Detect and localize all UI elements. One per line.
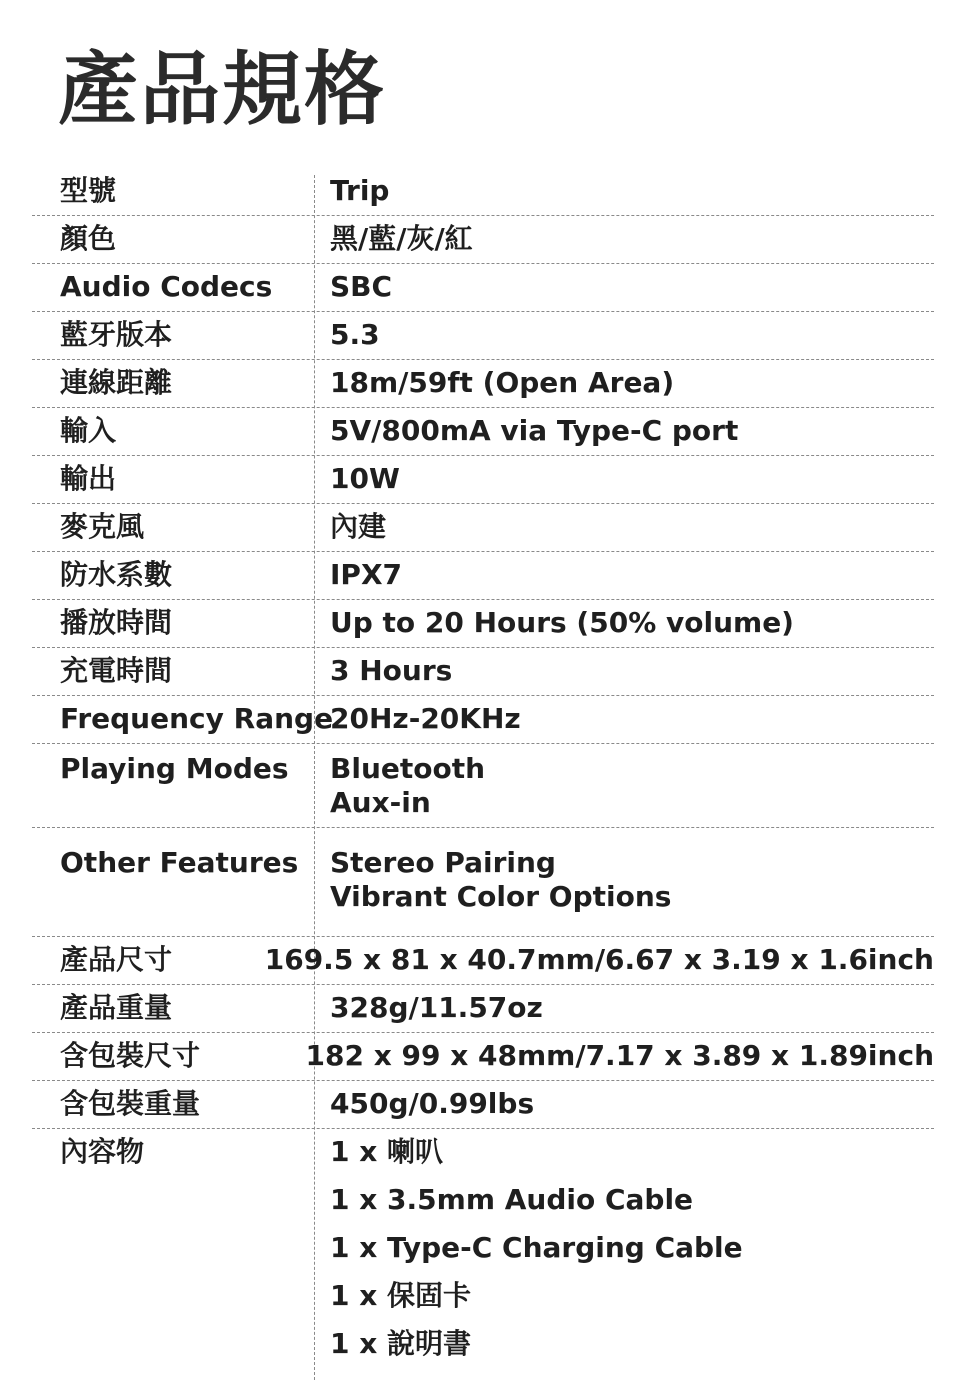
spec-row-microphone	[32, 504, 934, 552]
spec-label: 防水系數	[60, 558, 173, 591]
spec-label: 輸出	[60, 462, 117, 495]
spec-value: 20Hz-20KHz	[330, 702, 521, 735]
spec-value	[314, 744, 934, 827]
spec-value-line: Vibrant Color Options	[330, 880, 672, 913]
spec-row-frequency-range	[32, 696, 934, 744]
spec-row-input	[32, 408, 934, 456]
spec-label: Audio Codecs	[60, 270, 273, 303]
spec-value: Up to 20 Hours (50% volume)	[330, 606, 794, 639]
spec-row-charge-time	[32, 648, 934, 696]
spec-value: 3 Hours	[330, 654, 453, 687]
spec-label: 內容物	[60, 1135, 145, 1168]
spec-row-contents	[32, 1129, 934, 1379]
spec-value-line: 1 x 說明書	[330, 1327, 472, 1360]
page-title: 產品規格	[58, 43, 386, 136]
spec-label: 顏色	[60, 222, 117, 255]
spec-label: 產品重量	[60, 991, 173, 1024]
spec-label: Frequency Range	[60, 702, 334, 735]
spec-row-other-features	[32, 828, 934, 937]
spec-value: 169.5 x 81 x 40.7mm/6.67 x 3.19 x 1.6inch	[264, 943, 934, 976]
spec-value: 5V/800mA via Type-C port	[330, 414, 739, 447]
spec-row-waterproof	[32, 552, 934, 600]
spec-row-output	[32, 456, 934, 504]
spec-row-bluetooth-version	[32, 312, 934, 360]
spec-row-package-weight	[32, 1081, 934, 1129]
spec-value: 5.3	[330, 318, 380, 351]
spec-label: Playing Modes	[60, 752, 289, 785]
spec-label: 麥克風	[60, 510, 145, 543]
spec-label: 型號	[60, 174, 117, 207]
spec-label: 含包裝尺寸	[60, 1039, 201, 1072]
spec-row-audio-codecs	[32, 264, 934, 312]
spec-label: 藍牙版本	[60, 318, 173, 351]
spec-value: Trip	[330, 174, 390, 207]
spec-row-model	[32, 168, 934, 216]
spec-value: 18m/59ft (Open Area)	[330, 366, 675, 399]
spec-value-line: 1 x 喇叭	[330, 1135, 444, 1168]
spec-value-line: Stereo Pairing	[330, 846, 556, 879]
spec-value: 328g/11.57oz	[330, 991, 543, 1024]
spec-value	[314, 1129, 934, 1379]
spec-value-line: 1 x 3.5mm Audio Cable	[330, 1183, 694, 1216]
spec-label: 播放時間	[60, 606, 173, 639]
spec-label: 含包裝重量	[60, 1087, 201, 1120]
spec-row-range	[32, 360, 934, 408]
spec-row-playing-modes	[32, 744, 934, 828]
spec-value: 內建	[330, 510, 387, 543]
spec-value: 黑/藍/灰/紅	[330, 222, 473, 255]
spec-value-line: Bluetooth	[330, 752, 486, 785]
spec-label: 產品尺寸	[60, 943, 173, 976]
spec-value-line: 1 x Type-C Charging Cable	[330, 1231, 743, 1264]
spec-row-product-size	[32, 937, 934, 985]
spec-value-line: 1 x 保固卡	[330, 1279, 472, 1312]
spec-row-playtime	[32, 600, 934, 648]
spec-value: 450g/0.99lbs	[330, 1087, 535, 1120]
spec-table	[32, 168, 934, 1379]
spec-value-line: Aux-in	[330, 786, 431, 819]
spec-value: SBC	[330, 270, 393, 303]
spec-row-color	[32, 216, 934, 264]
spec-row-package-size	[32, 1033, 934, 1081]
spec-value: 10W	[330, 462, 400, 495]
spec-value	[314, 828, 934, 936]
spec-label: 連線距離	[60, 366, 173, 399]
spec-label: 輸入	[60, 414, 117, 447]
spec-value: IPX7	[330, 558, 403, 591]
spec-label: 充電時間	[60, 654, 173, 687]
spec-value: 182 x 99 x 48mm/7.17 x 3.89 x 1.89inch	[305, 1039, 934, 1072]
spec-label: Other Features	[60, 846, 299, 879]
spec-row-product-weight	[32, 985, 934, 1033]
